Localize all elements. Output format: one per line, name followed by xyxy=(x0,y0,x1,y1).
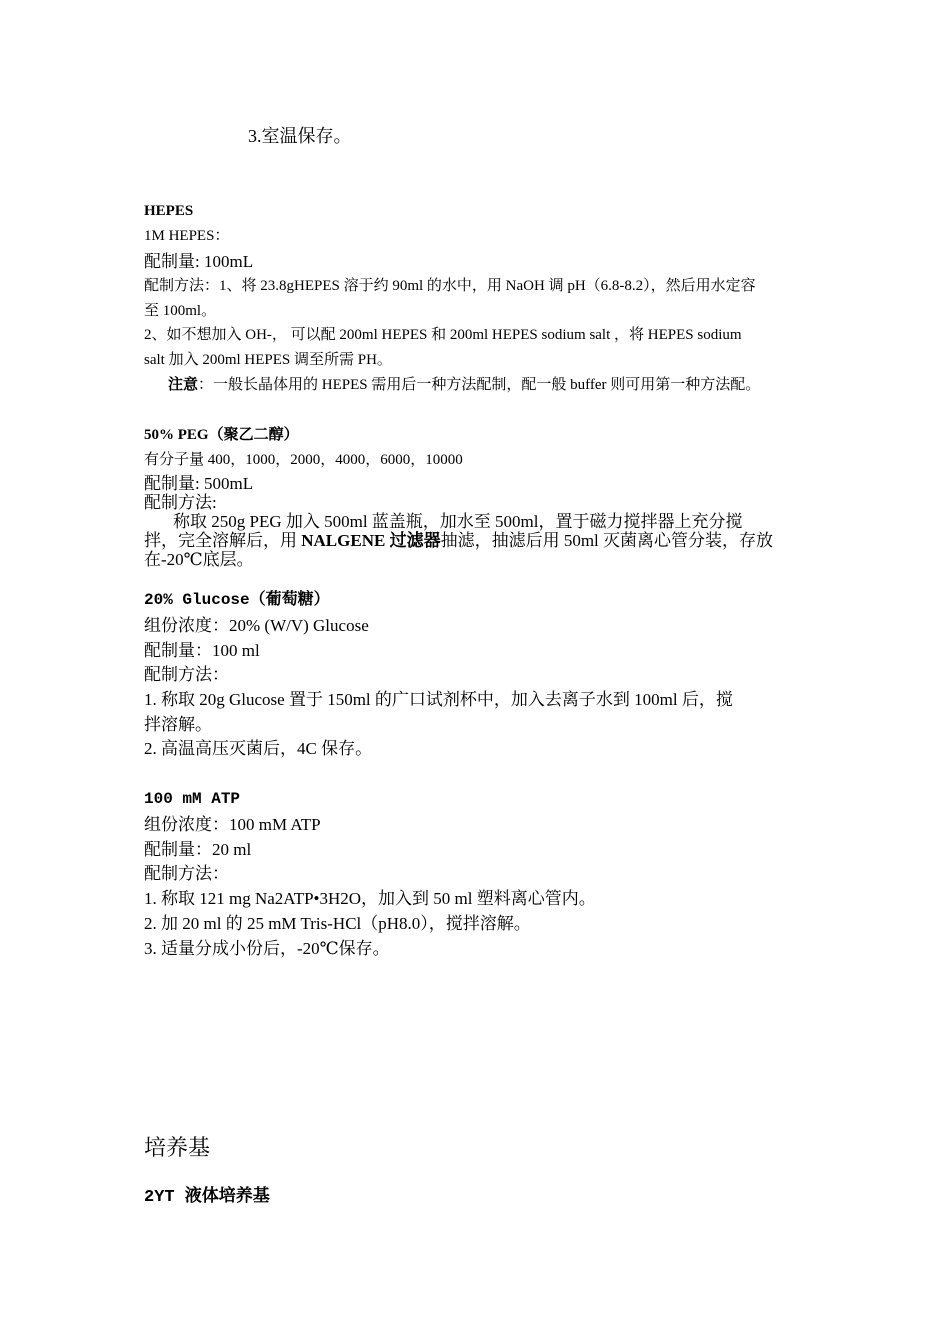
peg-method-label: 配制方法: xyxy=(144,493,217,512)
glucose-heading: 20% Glucose（葡萄糖） xyxy=(144,591,330,609)
glucose-step-1-line-2: 拌溶解。 xyxy=(144,715,212,734)
atp-method-label: 配制方法： xyxy=(144,864,229,883)
hepes-note-label: 注意 xyxy=(168,377,199,393)
hepes-stock: 1M HEPES： xyxy=(144,228,230,244)
hepes-amount: 配制量: 100mL xyxy=(144,252,254,271)
hepes-method2-line-2: salt 加入 200ml HEPES 调至所需 PH。 xyxy=(144,352,392,368)
peg-body-line-2 xyxy=(144,532,773,549)
atp-heading: 100 mM ATP xyxy=(144,790,241,808)
glucose-step-1-line-1: 1. 称取 20g Glucose 置于 150ml 的广口试剂杯中，加入去离子水到 100ml 后，搅 xyxy=(144,690,733,709)
peg-body-line-2-post: 抽滤，抽滤后用 50ml 灭菌离心管分装，存放 xyxy=(440,531,774,550)
atp-step-3: 3. 适量分成小份后，-20℃保存。 xyxy=(144,939,390,958)
peg-body-line-1: 称取 250g PEG 加入 500ml 蓝盖瓶，加水至 500ml，置于磁力搅拌器上充分搅 xyxy=(173,512,743,531)
glucose-step-2: 2. 高温高压灭菌后，4C 保存。 xyxy=(144,739,373,758)
hepes-note xyxy=(168,378,760,393)
hepes-method-line-1: 配制方法：1、将 23.8gHEPES 溶于约 90ml 的水中，用 NaOH 调 pH（6.8-8.2），然后用水定容 xyxy=(144,278,756,294)
peg-body-line-3: 在-20℃底层。 xyxy=(144,550,254,569)
hepes-note-text: ：一般长晶体用的 HEPES 需用后一种方法配制，配一般 buffer 则可用第一种方法配。 xyxy=(198,377,761,393)
hepes-method2-line-1: 2、如不想加入 OH-， 可以配 200ml HEPES 和 200ml HEPES sodium salt ，将 HEPES sodium xyxy=(144,327,742,343)
peg-body-line-2-pre: 拌，完全溶解后，用 xyxy=(144,531,302,550)
hepes-heading: HEPES xyxy=(144,203,194,219)
peg-filter-name: NALGENE 过滤器 xyxy=(301,531,441,550)
hepes-method-line-2: 至 100ml。 xyxy=(144,303,217,319)
peg-heading: 50% PEG（聚乙二醇） xyxy=(144,427,299,443)
atp-step-2: 2. 加 20 ml 的 25 mM Tris-HCl（pH8.0），搅拌溶解。 xyxy=(144,914,531,933)
glucose-method-label: 配制方法： xyxy=(144,665,229,684)
peg-molecular-weights: 有分子量 400，1000，2000，4000，6000，10000 xyxy=(144,452,463,468)
glucose-concentration: 组份浓度：20% (W/V) Glucose xyxy=(144,616,369,635)
media-heading: 培养基 xyxy=(144,1135,211,1160)
storage-step-3: 3.室温保存。 xyxy=(248,126,352,146)
atp-amount: 配制量：20 ml xyxy=(144,840,252,859)
glucose-amount: 配制量：100 ml xyxy=(144,641,260,660)
atp-concentration: 组份浓度：100 mM ATP xyxy=(144,815,321,834)
media-subheading: 2YT 液体培养基 xyxy=(144,1188,270,1207)
atp-step-1: 1. 称取 121 mg Na2ATP•3H2O，加入到 50 ml 塑料离心管内。 xyxy=(144,889,596,908)
peg-amount: 配制量: 500mL xyxy=(144,474,254,493)
